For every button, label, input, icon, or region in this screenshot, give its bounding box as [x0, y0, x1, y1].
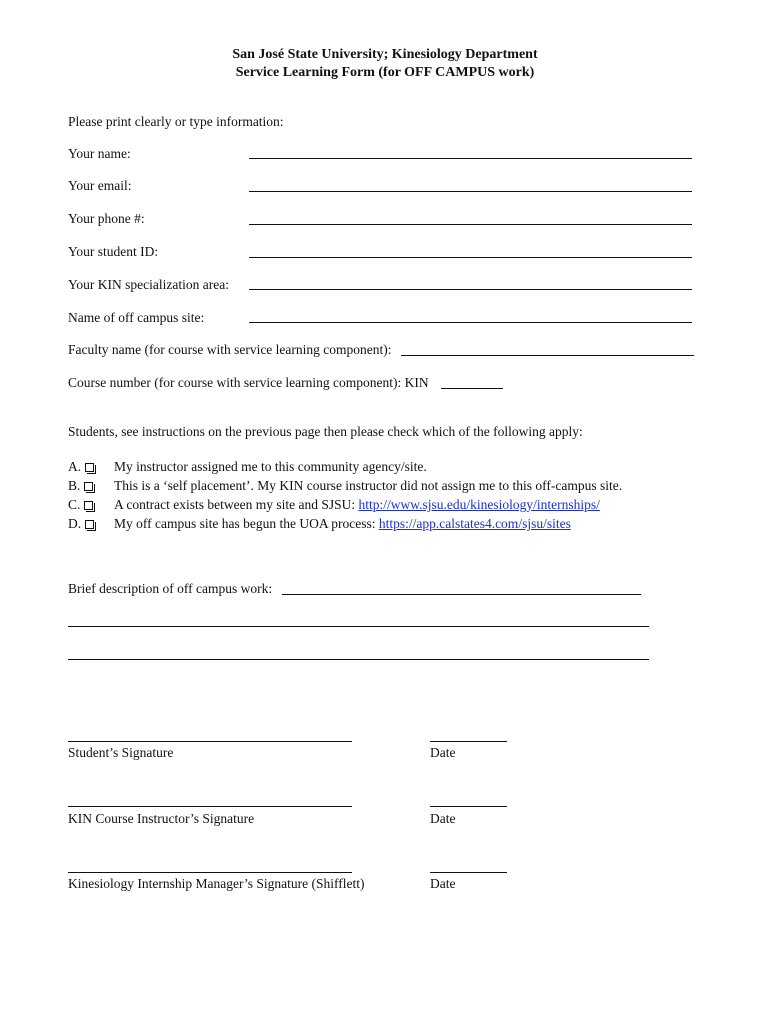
phone-field[interactable]: [249, 224, 692, 225]
option-c-row: [114, 497, 600, 513]
student-id-field[interactable]: [249, 257, 692, 258]
phone-label: Your phone #:: [68, 211, 145, 226]
uoa-sites-link[interactable]: https://app.calstates4.com/sjsu/sites: [378, 516, 571, 531]
intro-text: Please print clearly or type information:: [68, 114, 284, 129]
form-subtitle: Service Learning Form (for OFF CAMPUS work): [235, 65, 535, 80]
manager-date-field[interactable]: [430, 872, 507, 873]
form-title: San José State University; Kinesiology Department: [232, 47, 538, 62]
name-field[interactable]: [249, 158, 692, 159]
option-c-letter: C.: [68, 497, 93, 513]
faculty-field[interactable]: [401, 355, 694, 356]
instructor-date-field[interactable]: [430, 806, 507, 807]
description-field-line-3[interactable]: [68, 659, 649, 660]
instructor-date-label: Date: [430, 811, 456, 826]
option-d-text: My off campus site has begun the UOA process:: [114, 516, 379, 531]
student-id-label: Your student ID:: [68, 244, 159, 259]
email-label: Your email:: [68, 178, 132, 193]
option-d-row: [114, 516, 571, 532]
internships-link[interactable]: http://www.sjsu.edu/kinesiology/internships/: [358, 497, 600, 512]
email-field[interactable]: [249, 191, 692, 192]
manager-date-label: Date: [430, 876, 456, 891]
course-field[interactable]: [441, 388, 503, 389]
student-date-label: Date: [430, 745, 456, 760]
specialization-field[interactable]: [249, 289, 692, 290]
checklist-instruction: Students, see instructions on the previous page then please check which of the following apply:: [68, 424, 583, 439]
faculty-label: Faculty name (for course with service learning component):: [68, 342, 392, 357]
student-signature-label: Student’s Signature: [68, 745, 174, 760]
option-c-checkbox[interactable]: [84, 501, 93, 510]
option-a-letter: A.: [68, 459, 94, 475]
site-label: Name of off campus site:: [68, 310, 205, 325]
option-b-letter: B.: [68, 478, 93, 494]
name-label: Your name:: [68, 146, 131, 161]
student-date-field[interactable]: [430, 741, 507, 742]
specialization-label: Your KIN specialization area:: [68, 277, 229, 292]
instructor-signature-label: KIN Course Instructor’s Signature: [68, 811, 255, 826]
course-label: Course number (for course with service learning component): KIN: [68, 375, 429, 390]
instructor-signature-field[interactable]: [68, 806, 352, 807]
description-field-line-2[interactable]: [68, 626, 649, 627]
option-b-checkbox[interactable]: [84, 482, 93, 491]
description-label: Brief description of off campus work:: [68, 581, 273, 596]
option-d-checkbox[interactable]: [85, 520, 94, 529]
manager-signature-field[interactable]: [68, 872, 352, 873]
description-field-line-1[interactable]: [282, 594, 641, 595]
student-signature-field[interactable]: [68, 741, 352, 742]
option-d-letter: D.: [68, 516, 94, 532]
site-field[interactable]: [249, 322, 692, 323]
option-b-text: This is a ‘self placement’. My KIN course instructor did not assign me to this off-campus site.: [114, 478, 623, 493]
option-a-text: My instructor assigned me to this community agency/site.: [114, 459, 427, 474]
manager-signature-label: Kinesiology Internship Manager’s Signature (Shifflett): [68, 876, 365, 891]
option-c-text: A contract exists between my site and SJSU:: [114, 497, 359, 512]
option-a-checkbox[interactable]: [85, 463, 94, 472]
